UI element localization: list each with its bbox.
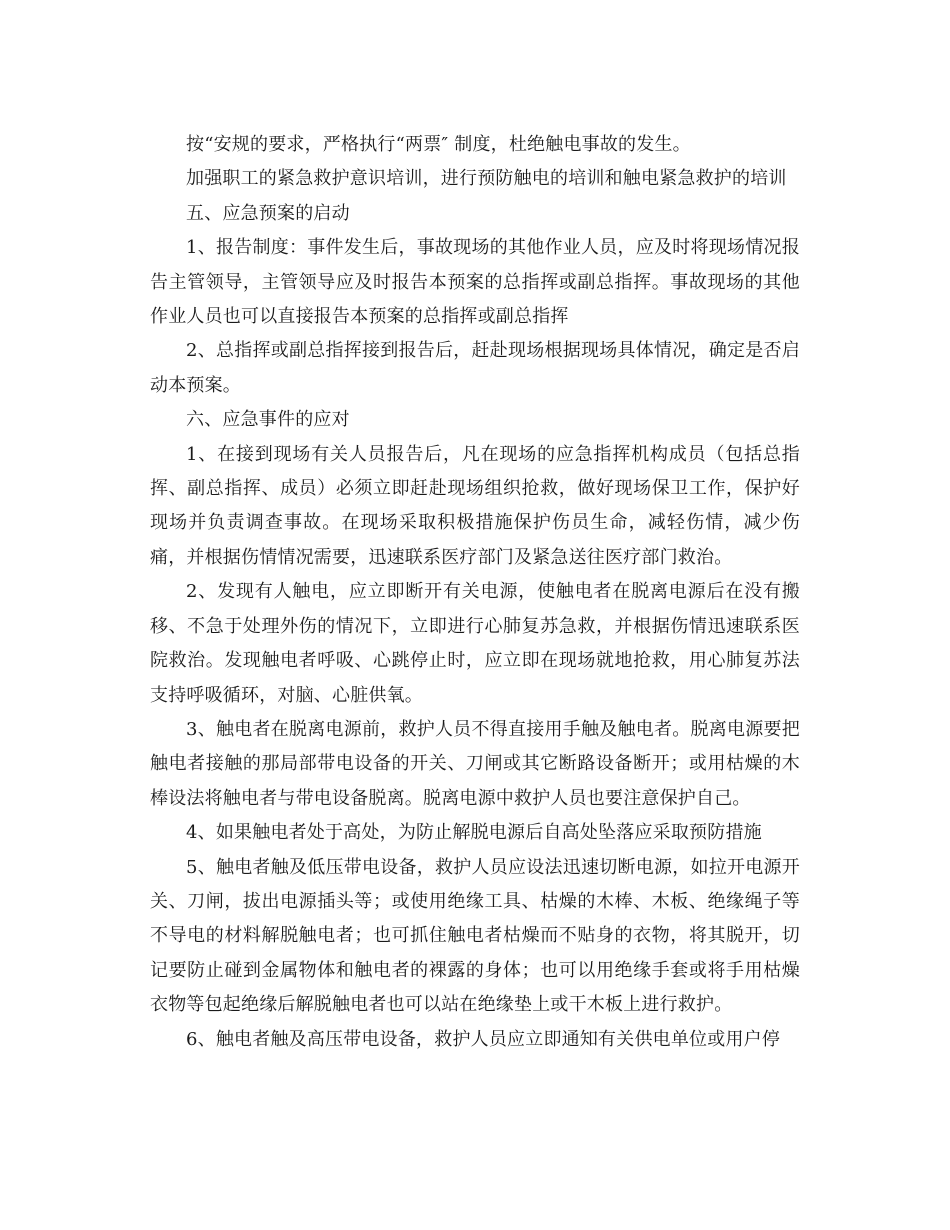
section-heading-response: 六、应急事件的应对 xyxy=(186,409,350,431)
section-heading-activation: 五、应急预案的启动 xyxy=(186,202,350,224)
paragraph-response-1: 1、在接到现场有关人员报告后，凡在现场的应急指挥机构成员（包括总指挥、副总指挥、成员）必须立即赶赴现场组织抢救，做好现场保卫工作，保护好现场并负责调查事故。在现场采取积极措施保护伤员生命，减轻伤情，减少伤痛，并根据伤情情况需要，迅速联系医疗部门及紧急送往医疗部门救治。 xyxy=(150,443,800,568)
paragraph-response-3: 3、触电者在脱离电源前，救护人员不得直接用手触及触电者。脱离电源要把触电者接触的那局部带电设备的开关、刀闸或其它断路设备断开；或用枯燥的木棒设法将触电者与带电设备脱离。脱离电源中救护人员也要注意保护自己。 xyxy=(150,718,800,809)
paragraph-training: 加强职工的紧急救护意识培训，进行预防触电的培训和触电紧急救护的培训 xyxy=(186,168,787,190)
document-body xyxy=(150,128,800,1057)
paragraph-response-5: 5、触电者触及低压带电设备，救护人员应设法迅速切断电源，如拉开电源开关、刀闸，拔出电源插头等；或使用绝缘工具、枯燥的木棒、木板、绝缘绳子等不导电的材料解脱触电者；也可抓住触电者枯燥而不贴身的衣物，将其脱开，切记要防止碰到金属物体和触电者的裸露的身体；也可以用绝缘手套或将手用枯燥衣物等包起绝缘后解脱触电者也可以站在绝缘垫上或干木板上进行救护。 xyxy=(150,856,800,1016)
paragraph-two-tickets: 按“安规的要求，严格执行“两票″ 制度，杜绝触电事故的发生。 xyxy=(186,134,691,155)
paragraph-response-4: 4、如果触电者处于高处，为防止解脱电源后自高处坠落应采取预防措施 xyxy=(186,822,762,844)
paragraph-response-6: 6、触电者触及高压带电设备，救护人员应立即通知有关供电单位或用户停 xyxy=(186,1028,781,1050)
paragraph-report-system: 1、报告制度：事件发生后，事故现场的其他作业人员，应及时将现场情况报告主管领导，主管领导应及时报告本预案的总指挥或副总指挥。事故现场的其他作业人员也可以直接报告本预案的总指挥或副总指挥 xyxy=(150,237,800,328)
paragraph-commander-response: 2、总指挥或副总指挥接到报告后，赶赴现场根据现场具体情况，确定是否启动本预案。 xyxy=(150,340,800,396)
paragraph-response-2: 2、发现有人触电，应立即断开有关电源，使触电者在脱离电源后在没有搬移、不急于处理外伤的情况下，立即进行心肺复苏急救，并根据伤情迅速联系医院救治。发现触电者呼吸、心跳停止时，应立即在现场就地抢救，用心肺复苏法支持呼吸循环，对脑、心脏供氧。 xyxy=(150,581,800,706)
